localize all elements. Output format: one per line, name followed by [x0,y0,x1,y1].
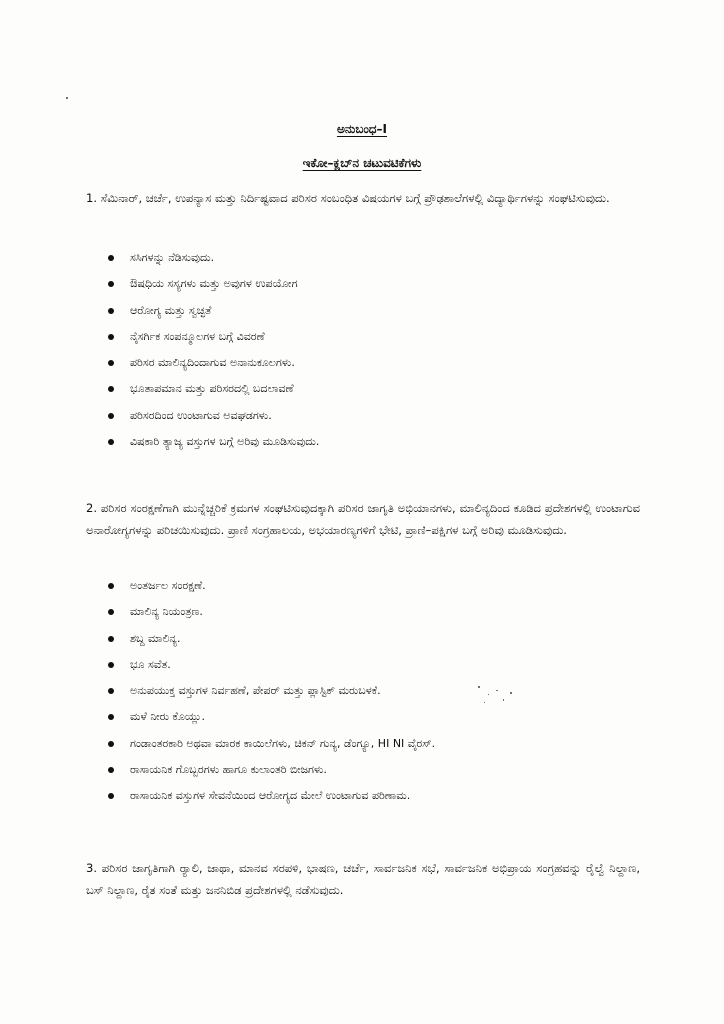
bullet-icon [108,413,114,419]
list-item-text: ಆರೋಗ್ಯ ಮತ್ತು ಸ್ವಚ್ಛತೆ [130,303,212,317]
list-item-text: ವಿಷಕಾರಿ ತ್ಯಾಜ್ಯ ವಸ್ತುಗಳ ಬಗ್ಗೆ ಅರಿವು ಮೂಡಿಸುವುದು. [130,435,320,449]
list-item-text: ರಾಸಾಯನಿಕ ಗೊಬ್ಬರಗಳು ಹಾಗೂ ಕುಲಾಂತರಿ ಬೀಜಗಳು. [130,763,327,777]
bullet-icon [108,583,114,589]
list-item [106,355,319,381]
list-item-text: ಭೂತಾಪಮಾನ ಮತ್ತು ಪರಿಸರದಲ್ಲಿ ಬದಲಾವಣೆ [130,382,294,396]
list-item-text: ಅನುಪಯುಕ್ತ ವಸ್ತುಗಳ ನಿರ್ವಹಣೆ, ಪೇಪರ್ ಮತ್ತು ಪ್ಲಾಸ್ಟಿಕ್ ಮರುಬಳಕೆ. [130,684,381,698]
list-item-text: ನೈಸರ್ಗಿಕ ಸಂಪನ್ಮೂಲಗಳ ಬಗ್ಗೆ ವಿವರಣೆ [130,329,265,343]
section-1-intro: 1. ಸೆಮಿನಾರ್, ಚರ್ಚೆ, ಉಪನ್ಯಾಸ ಮತ್ತು ನಿರ್ದಿಷ್ಟವಾದ ಪರಿಸರ ಸಂಬಂಧಿತ ವಿಷಯಗಳ ಬಗ್ಗೆ ಪ್ರೌಢಶಾಲೆಗಳಲ್ಲಿ ವಿದ್ಯಾರ್ಥಿಗಳನ್ನು ಸಂಘಟಿಸುವುದು. [86,191,610,205]
list-item [106,381,319,407]
list-item [106,709,435,735]
bullet-icon [108,439,114,445]
bullet-icon [108,386,114,392]
bullet-icon [108,662,114,668]
list-item [106,578,435,604]
scan-speck [484,702,485,703]
bullet-icon [108,609,114,615]
scan-speck [496,690,498,691]
annex-title: ಅನುಬಂಧ–I [336,122,388,136]
bullet-icon [108,741,114,747]
list-item [106,604,435,630]
list-item [106,683,435,709]
list-item [106,657,435,683]
list-item-text: ಮಾಲಿನ್ಯ ನಿಯಂತ್ರಣ. [130,605,203,619]
activities-heading [0,156,724,171]
list-item-text: ಶಬ್ದ ಮಾಲಿನ್ಯ. [130,631,181,645]
list-item [106,303,319,329]
bullet-icon [108,767,114,773]
bullet-icon [108,308,114,314]
section-1-list [106,250,319,460]
list-item-text: ಔಷಧಿಯ ಸಸ್ಯಗಳು ಮತ್ತು ಅವುಗಳ ಉಪಯೋಗ [130,277,298,291]
bullet-icon [108,281,114,287]
scan-speck [503,699,504,701]
list-item-text: ಸಸಿಗಳನ್ನು ನೆಡಿಸುವುದು. [130,251,215,264]
list-item [106,736,435,762]
list-item-text: ಮಳೆ ನೀರು ಕೊಯ್ಲು. [130,710,205,724]
list-item [106,250,319,276]
bullet-icon [108,334,114,340]
list-item-text: ಅಂತರ್ಜಲ ಸಂರಕ್ಷಣೆ. [130,579,206,592]
section-2-intro: 2. ಪರಿಸರ ಸಂರಕ್ಷಣೆಗಾಗಿ ಮುನ್ನೆಚ್ಚರಿಕೆ ಕ್ರಮಗಳ ಸಂಘಟಿಸುವುದಕ್ಕಾಗಿ ಪರಿಸರ ಜಾಗೃತಿ ಅಭಿಯಾನಗಳು, ಮಾಲಿನ್ಯದಿಂದ ಕೂಡಿದ ಪ್ರದೇಶಗಳಲ್ಲಿ ಉಂಟಾಗುವ ಅನಾರೋಗ್ಯಗಳನ್ನು ಪರಿಚಯಿಸುವುದು. ಪ್ರಾಣಿ ಸಂಗ್ರಹಾಲಯ, ಅಭಯಾರಣ್ಯಗಳಿಗೆ ಭೇಟಿ, ಪ್ರಾಣಿ–ಪಕ್ಷಿಗಳ ಬಗ್ಗೆ ಅರಿವು ಮೂಡಿಸುವುದು. [86,501,640,537]
list-item [106,408,319,434]
section-3-intro: 3. ಪರಿಸರ ಜಾಗೃತಿಗಾಗಿ ರ್‍ಯಾಲಿ, ಜಾಥಾ, ಮಾನವ ಸರಪಳಿ, ಭಾಷಣ, ಚರ್ಚೆ, ಸಾರ್ವಜನಿಕ ಸಭೆ, ಸಾರ್ವಜನಿಕ ಅಭಿಪ್ರಾಯ ಸಂಗ್ರಹವನ್ನು ರೈಲ್ವೆ ನಿಲ್ದಾಣ, ಬಸ್ ನಿಲ್ದಾಣ, ರೈತ ಸಂತೆ ಮತ್ತು ಜನನಿಬಿಡ ಪ್ರದೇಶಗಳಲ್ಲಿ ನಡೆಸುವುದು. [86,861,640,897]
bullet-icon [108,255,114,261]
list-item [106,434,319,460]
list-item [106,788,435,814]
scan-speck [66,97,68,99]
bullet-icon [108,793,114,799]
list-item-text: ಭೂ ಸವೆತ. [130,657,171,671]
list-item [106,631,435,657]
list-item [106,276,319,302]
list-item-text: ರಾಸಾಯನಿಕ ವಸ್ತುಗಳ ಸೇವನೆಯಿಂದ ಆರೋಗ್ಯದ ಮೇಲೆ ಉಂಟಾಗುವ ಪರಿಣಾಮ. [130,789,411,803]
bullet-icon [108,688,114,694]
scan-speck [510,692,512,694]
list-item-text: ಪರಿಸರದಿಂದ ಉಂಟಾಗುವ ಅವಘಡಗಳು. [130,408,272,422]
bullet-icon [108,360,114,366]
activities-title: ಇಕೋ–ಕ್ಲಬ್‌ನ ಚಟುವಟಿಕೆಗಳು [302,156,422,170]
section-2-list [106,578,435,815]
bullet-icon [108,714,114,720]
scan-speck [488,694,489,695]
list-item [106,329,319,355]
list-item-text: ಪರಿಸರ ಮಾಲಿನ್ಯದಿಂದಾಗುವ ಅನಾನುಕೂಲಗಳು. [130,356,295,370]
scan-speck [478,686,480,688]
list-item [106,762,435,788]
list-item-text: ಗಂಡಾಂತರಕಾರಿ ಅಥವಾ ಮಾರಕ ಕಾಯಿಲೆಗಳು, ಚಿಕನ್ ಗುನ್ಯ, ಡೆಂಗ್ಯೂ, HI NI ವೈರಸ್. [130,736,436,750]
bullet-icon [108,636,114,642]
annex-heading [0,122,724,137]
